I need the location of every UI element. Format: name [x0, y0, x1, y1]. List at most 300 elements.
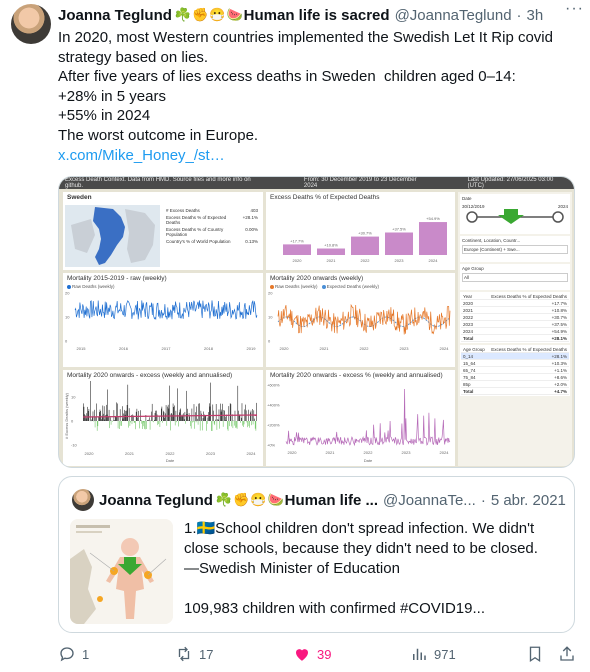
bar-tick-label: 2022: [360, 258, 370, 263]
table-total-row: [461, 335, 569, 342]
date-from: 30/12/2019: [462, 204, 485, 209]
excess-bar: [236, 421, 237, 428]
excess-bar: [214, 421, 215, 424]
excess-bar: [174, 407, 175, 421]
x-axis-label: Date: [165, 458, 175, 463]
excess-bar: [253, 421, 254, 424]
table-cell: 85p: [461, 381, 487, 388]
excess-bar: [135, 421, 136, 423]
excess-bar: [95, 421, 96, 427]
excess-bar: [216, 404, 217, 421]
excess-bar: [130, 421, 131, 423]
excess-bar: [229, 421, 230, 426]
author-handle[interactable]: @JoannaTeglund: [394, 6, 512, 24]
excess-bar: [203, 412, 204, 422]
repost-button[interactable]: [175, 645, 213, 663]
excess-bar: [109, 421, 110, 428]
excess-bar: [110, 418, 111, 422]
table-row[interactable]: [461, 367, 569, 374]
x-tick-label: 2024: [439, 346, 449, 351]
excess-bar: [215, 420, 216, 421]
excess-bar: [121, 421, 122, 426]
author-tagline[interactable]: Human life is sacred: [243, 6, 390, 24]
excess-bar: [150, 421, 151, 430]
excess-bar: [170, 421, 171, 430]
excess-bar: [146, 421, 147, 429]
excess-bar: [130, 421, 131, 426]
table-row[interactable]: [461, 353, 569, 360]
excess-bar: [159, 416, 160, 421]
excess-bar: [121, 421, 122, 426]
excess-bar: [250, 412, 251, 421]
dot-separator: ·: [480, 491, 486, 509]
excess-bar: [107, 415, 108, 421]
quoted-author-avatar[interactable]: [72, 489, 94, 511]
excess-bar: [202, 421, 203, 430]
excess-bar: [149, 417, 150, 421]
excess-bar-chart: [266, 203, 455, 269]
bar-tick-label: 2021: [326, 258, 336, 263]
excess-bar: [205, 416, 206, 421]
series-line: [286, 389, 450, 445]
excess-bar: [161, 409, 162, 421]
age-table: [460, 345, 570, 396]
excess-bar: [128, 385, 129, 421]
excess-bar: [256, 421, 257, 431]
excess-bar: [199, 404, 200, 421]
excess-bar: [175, 421, 176, 425]
excess-bar: [134, 421, 135, 423]
quoted-tweet-time[interactable]: 5 abr. 2021: [490, 491, 566, 509]
excess-bar: [119, 417, 120, 421]
repost-count: 17: [199, 646, 214, 662]
tweet-header: [58, 4, 583, 26]
stat-row: [163, 226, 261, 238]
table-cell: +17.7%: [478, 300, 569, 307]
stat-value: 0.00%: [245, 227, 258, 232]
table-row[interactable]: [461, 374, 569, 381]
excess-bar: [203, 418, 204, 421]
author-avatar[interactable]: [11, 4, 51, 44]
x-tick-label: 2021: [325, 450, 335, 455]
excess-bar: [154, 420, 155, 421]
table-row[interactable]: [461, 381, 569, 388]
excess-bar: [143, 421, 144, 426]
quoted-author-tagline[interactable]: Human life ...: [284, 491, 379, 509]
tweet-line: The worst outcome in Europe.: [58, 126, 259, 144]
excess-bar: [171, 413, 172, 421]
excess-bar: [239, 415, 240, 421]
excess-bar: [223, 421, 224, 427]
excess-bar: [178, 421, 179, 427]
x-tick-label: 2017: [161, 346, 171, 351]
excess-bar: [164, 418, 165, 421]
excess-bar: [206, 421, 207, 431]
excess-bar: [105, 420, 106, 422]
excess-bar: [155, 413, 156, 421]
excess-weekly-chart: [63, 381, 263, 465]
excess-bar: [84, 414, 85, 421]
views-icon: [410, 645, 428, 663]
quoted-author-name[interactable]: Joanna Teglund: [99, 491, 213, 509]
y-tick-label: 10: [65, 314, 70, 320]
share-button[interactable]: [558, 645, 576, 663]
excess-bar: [109, 410, 110, 421]
table-row[interactable]: [461, 300, 569, 307]
excess-bar: [192, 409, 193, 421]
legend-label: Expected Deaths (weekly): [326, 284, 380, 289]
share-icon: [558, 645, 576, 663]
date-to: 2024: [557, 204, 568, 209]
excess-bar: [256, 403, 257, 421]
reply-count: 1: [82, 646, 90, 662]
excess-bar: [242, 421, 243, 426]
quoted-line: close schools, because they didn't need to be closed.: [184, 540, 538, 557]
excess-bar: [218, 420, 219, 421]
x-tick-label: 2015: [76, 346, 86, 351]
excess-bar: [160, 421, 161, 422]
stat-value: 0.13%: [245, 239, 258, 244]
quoted-tweet[interactable]: [58, 476, 575, 633]
excess-bar: [114, 410, 115, 421]
quoted-author-handle[interactable]: @JoannaTe...: [383, 491, 476, 509]
x-tick-label: 2021: [319, 346, 329, 351]
excess-bar: [144, 421, 145, 422]
table-cell: +28.1%: [478, 335, 569, 342]
excess-bar: [171, 414, 172, 421]
bookmark-button[interactable]: [526, 645, 544, 663]
excess-bar: [173, 404, 174, 422]
table-cell: 65_74: [461, 367, 487, 374]
dashboard-image[interactable]: [58, 176, 575, 468]
stat-label: Country's % of World Population: [166, 239, 231, 244]
quoted-line: 109,983 children with confirmed #COVID19...: [184, 600, 485, 617]
table-row[interactable]: [461, 314, 569, 321]
excess-bar: [245, 405, 246, 421]
excess-bar: [98, 421, 99, 426]
bookmark-icon: [526, 645, 544, 663]
table-row[interactable]: [461, 307, 569, 314]
excess-bar: [193, 421, 194, 422]
excess-bar: [88, 411, 89, 421]
excess-bar: [140, 410, 141, 421]
excess-bar: [254, 410, 255, 421]
excess-pct-chart: [266, 381, 455, 465]
excess-bar: [158, 421, 159, 425]
like-button[interactable]: [293, 645, 331, 663]
excess-bar: [147, 420, 148, 421]
bar-chart-title: Excess Deaths % of Expected Deaths: [270, 194, 380, 201]
excess-bar: [169, 409, 170, 422]
excess-bar: [96, 404, 97, 422]
country-panel: [63, 192, 263, 270]
excess-bar: [132, 421, 133, 424]
table-row[interactable]: [461, 321, 569, 328]
tweet-line: strategy based on lies.: [58, 48, 209, 66]
tweet-line: +55% in 2024: [58, 107, 151, 125]
excess-bar: [198, 421, 199, 425]
y-axis-label: # Excess Deaths (weekly): [64, 392, 69, 439]
dashboard-source: Excess Death Context. Data from HMD. Source files and more info on github.: [65, 177, 251, 189]
excess-bar: [217, 419, 218, 421]
age-table-header: Excess Deaths % of Expected Deaths: [487, 346, 569, 353]
quoted-tweet-text: [184, 519, 569, 619]
stat-row: [163, 207, 261, 214]
excess-pct-title: Mortality 2020 onwards - excess % (weekly and annualised): [270, 372, 443, 379]
excess-bar: [105, 415, 106, 421]
tweet-link[interactable]: x.com/Mike_Honey_/st…: [58, 146, 225, 164]
bar-data-label: +37.5%: [392, 226, 406, 232]
excess-bar: [176, 421, 177, 422]
y-tick-label: +0%: [267, 442, 276, 448]
excess-pct-panel: [266, 370, 455, 466]
excess-bar: [117, 404, 118, 422]
excess-bar: [90, 381, 91, 421]
table-cell: +28.1%: [487, 353, 569, 360]
excess-bar: [217, 421, 218, 430]
location-filter[interactable]: [460, 236, 570, 262]
excess-bar: [118, 421, 119, 428]
repost-icon: [175, 645, 193, 663]
excess-bar: [128, 421, 129, 428]
body-diagram-image: [70, 519, 173, 624]
country-stats: [163, 207, 261, 245]
excess-bar: [158, 421, 159, 424]
x-tick-label: 2019: [246, 346, 256, 351]
excess-bar: [86, 418, 87, 421]
legend-label: Raw Deaths (weekly): [72, 284, 115, 289]
table-total-row: [461, 388, 569, 395]
slider-handle-end[interactable]: [553, 212, 563, 222]
stat-row: [163, 238, 261, 245]
series-line-raw: [278, 305, 450, 335]
excess-bar: [87, 407, 88, 421]
table-row[interactable]: [461, 360, 569, 367]
excess-bar: [185, 421, 186, 424]
author-emojis: ☘️✊😷🍉: [174, 7, 244, 22]
date-slider[interactable]: [462, 209, 568, 225]
quoted-tweet-image[interactable]: [70, 519, 173, 624]
tweet-time[interactable]: 3h: [526, 6, 544, 24]
excess-bar: [196, 407, 197, 422]
quoted-tweet-header: [99, 489, 569, 511]
excess-bar: [183, 413, 184, 421]
excess-bar: [142, 421, 143, 429]
views-button[interactable]: [410, 645, 456, 663]
excess-bar: [199, 403, 200, 421]
excess-bar: [208, 412, 209, 421]
like-count: 39: [317, 646, 332, 662]
excess-bar: [104, 406, 105, 421]
x-tick-label: 2023: [206, 451, 215, 456]
excess-bar: [215, 421, 216, 425]
y-tick-label: 10: [71, 394, 76, 400]
excess-bar: [160, 421, 161, 427]
x-tick-label: 2022: [363, 450, 373, 455]
x-axis-label: Date: [363, 458, 373, 463]
stat-value: 403: [250, 208, 258, 213]
tweet-line: +28% in 5 years: [58, 87, 166, 105]
excess-bar: [137, 409, 138, 421]
more-options-icon[interactable]: ···: [565, 0, 584, 17]
bar-tick-label: 2024: [428, 258, 438, 263]
slider-handle-start[interactable]: [467, 212, 477, 222]
date-filter-label: Date: [462, 196, 472, 201]
table-row[interactable]: [461, 328, 569, 335]
quoted-line: 1.🇸🇪School children don't spread infection. We didn't: [184, 520, 535, 537]
excess-bar: [195, 412, 196, 421]
excess-bar: [85, 415, 86, 421]
table-cell: 2023: [461, 321, 478, 328]
excess-bar: [210, 407, 211, 422]
table-cell: Total: [461, 335, 478, 342]
excess-weekly-panel: [63, 370, 263, 466]
excess-bar: [235, 421, 236, 428]
table-cell: +4.7%: [487, 388, 569, 395]
table-cell: 0_14: [461, 353, 487, 360]
date-filter[interactable]: [460, 194, 570, 234]
excess-bar: [165, 413, 166, 421]
excess-bar: [100, 411, 101, 421]
bar-tick-label: 2020: [292, 258, 302, 263]
table-cell: +37.5%: [478, 321, 569, 328]
year-table-header: Excess Deaths % of Expected Deaths: [478, 293, 569, 300]
excess-bar: [124, 410, 125, 421]
excess-bar: [166, 405, 167, 421]
stat-row: [163, 214, 261, 226]
y-tick-label: +200%: [267, 422, 280, 428]
excess-bar: [212, 421, 213, 431]
age-filter[interactable]: [460, 264, 570, 290]
y-tick-label: +600%: [267, 382, 280, 388]
excess-bar: [183, 417, 184, 422]
bar: [317, 249, 345, 255]
excess-bar: [106, 405, 107, 421]
filter-column: [458, 192, 572, 466]
x-tick-label: 2021: [125, 451, 134, 456]
dashboard-updated: Last Updated: 27/06/2025 03:00 (UTC): [467, 177, 554, 189]
excess-bar: [152, 404, 153, 421]
excess-bar: [237, 421, 238, 429]
y-tick-label: +400%: [267, 402, 280, 408]
table-cell: 2020: [461, 300, 478, 307]
excess-bar: [137, 418, 138, 422]
excess-bar: [186, 391, 187, 421]
excess-bar: [254, 419, 255, 421]
age-table-header: Age Group: [461, 346, 487, 353]
excess-bar: [192, 421, 193, 423]
x-tick-label: 2024: [246, 451, 256, 456]
stat-value: +28.1%: [242, 215, 258, 220]
table-cell: 2022: [461, 314, 478, 321]
excess-bar: [222, 404, 223, 421]
excess-bar: [94, 410, 95, 421]
excess-bar: [132, 415, 133, 422]
excess-bar: [231, 404, 232, 421]
mortality-2015-chart: [63, 289, 263, 361]
mortality-2020-chart: [266, 289, 455, 361]
excess-bar: [206, 416, 207, 421]
stat-label: Excess Deaths % of Expected Deaths: [166, 215, 227, 225]
excess-bar: [127, 405, 128, 421]
view-count: 971: [434, 646, 456, 662]
excess-bar: [196, 421, 197, 422]
quoted-line: [184, 579, 569, 599]
location-filter-label: Continent, Location, Countr...: [462, 238, 521, 243]
table-cell: +8.6%: [487, 374, 569, 381]
y-tick-label: 0: [65, 338, 68, 344]
author-name[interactable]: Joanna Teglund: [58, 6, 172, 24]
tweet-line: In 2020, most Western countries implemented the Swedish Let It Rip covid: [58, 29, 553, 46]
excess-bar: [148, 420, 149, 421]
excess-bar: [194, 404, 195, 421]
y-tick-label: 0: [268, 338, 271, 344]
excess-bar: [213, 405, 214, 422]
bar-data-label: +54.9%: [426, 216, 440, 222]
excess-bar: [89, 409, 90, 421]
location-filter-select[interactable]: Europe (Continent) + Swe...: [462, 245, 568, 254]
dot-separator: ·: [516, 6, 522, 24]
x-tick-label: 2020: [279, 346, 289, 351]
excess-bar: [93, 411, 94, 421]
excess-bar: [197, 419, 198, 421]
x-tick-label: 2020: [84, 451, 94, 456]
reply-button[interactable]: [58, 645, 89, 663]
bar-data-label: +30.7%: [358, 230, 372, 236]
excess-bar: [103, 414, 104, 421]
excess-bar: [189, 413, 190, 421]
excess-bar: [240, 421, 241, 423]
excess-bar: [115, 417, 116, 421]
excess-bar: [187, 414, 188, 421]
stat-label: Excess Deaths % of Country Population: [166, 227, 224, 237]
excess-bar: [241, 418, 242, 421]
bar: [385, 233, 413, 256]
bar: [419, 222, 447, 255]
table-cell: +30.7%: [478, 314, 569, 321]
x-tick-label: 2024: [439, 450, 449, 455]
excess-bar: [144, 421, 145, 429]
excess-weekly-title: Mortality 2020 onwards - excess (weekly and annualised): [67, 372, 233, 379]
excess-bar: [129, 408, 130, 421]
country-name: Sweden: [67, 194, 92, 201]
excess-bar: [191, 421, 192, 429]
age-filter-select[interactable]: All: [462, 273, 568, 282]
excess-bar: [84, 407, 85, 421]
excess-bar: [219, 421, 220, 429]
excess-bar: [181, 416, 182, 421]
excess-bar: [153, 421, 154, 422]
excess-bar: [139, 421, 140, 428]
excess-bar: [162, 407, 163, 421]
reply-icon: [58, 645, 76, 663]
excess-bar: [145, 421, 146, 429]
table-cell: 15_64: [461, 360, 487, 367]
excess-bar: [120, 409, 121, 421]
excess-bar: [251, 421, 252, 425]
excess-bar: [194, 421, 195, 429]
y-tick-label: 10: [268, 314, 273, 320]
excess-bar: [244, 421, 245, 424]
x-tick-label: 2023: [401, 450, 411, 455]
table-cell: +54.9%: [478, 328, 569, 335]
excess-bar: [207, 421, 208, 424]
excess-bar: [187, 409, 188, 421]
excess-bar: [123, 414, 124, 422]
table-cell: 2024: [461, 328, 478, 335]
table-cell: +10.8%: [478, 307, 569, 314]
sweden-map: [65, 205, 160, 267]
